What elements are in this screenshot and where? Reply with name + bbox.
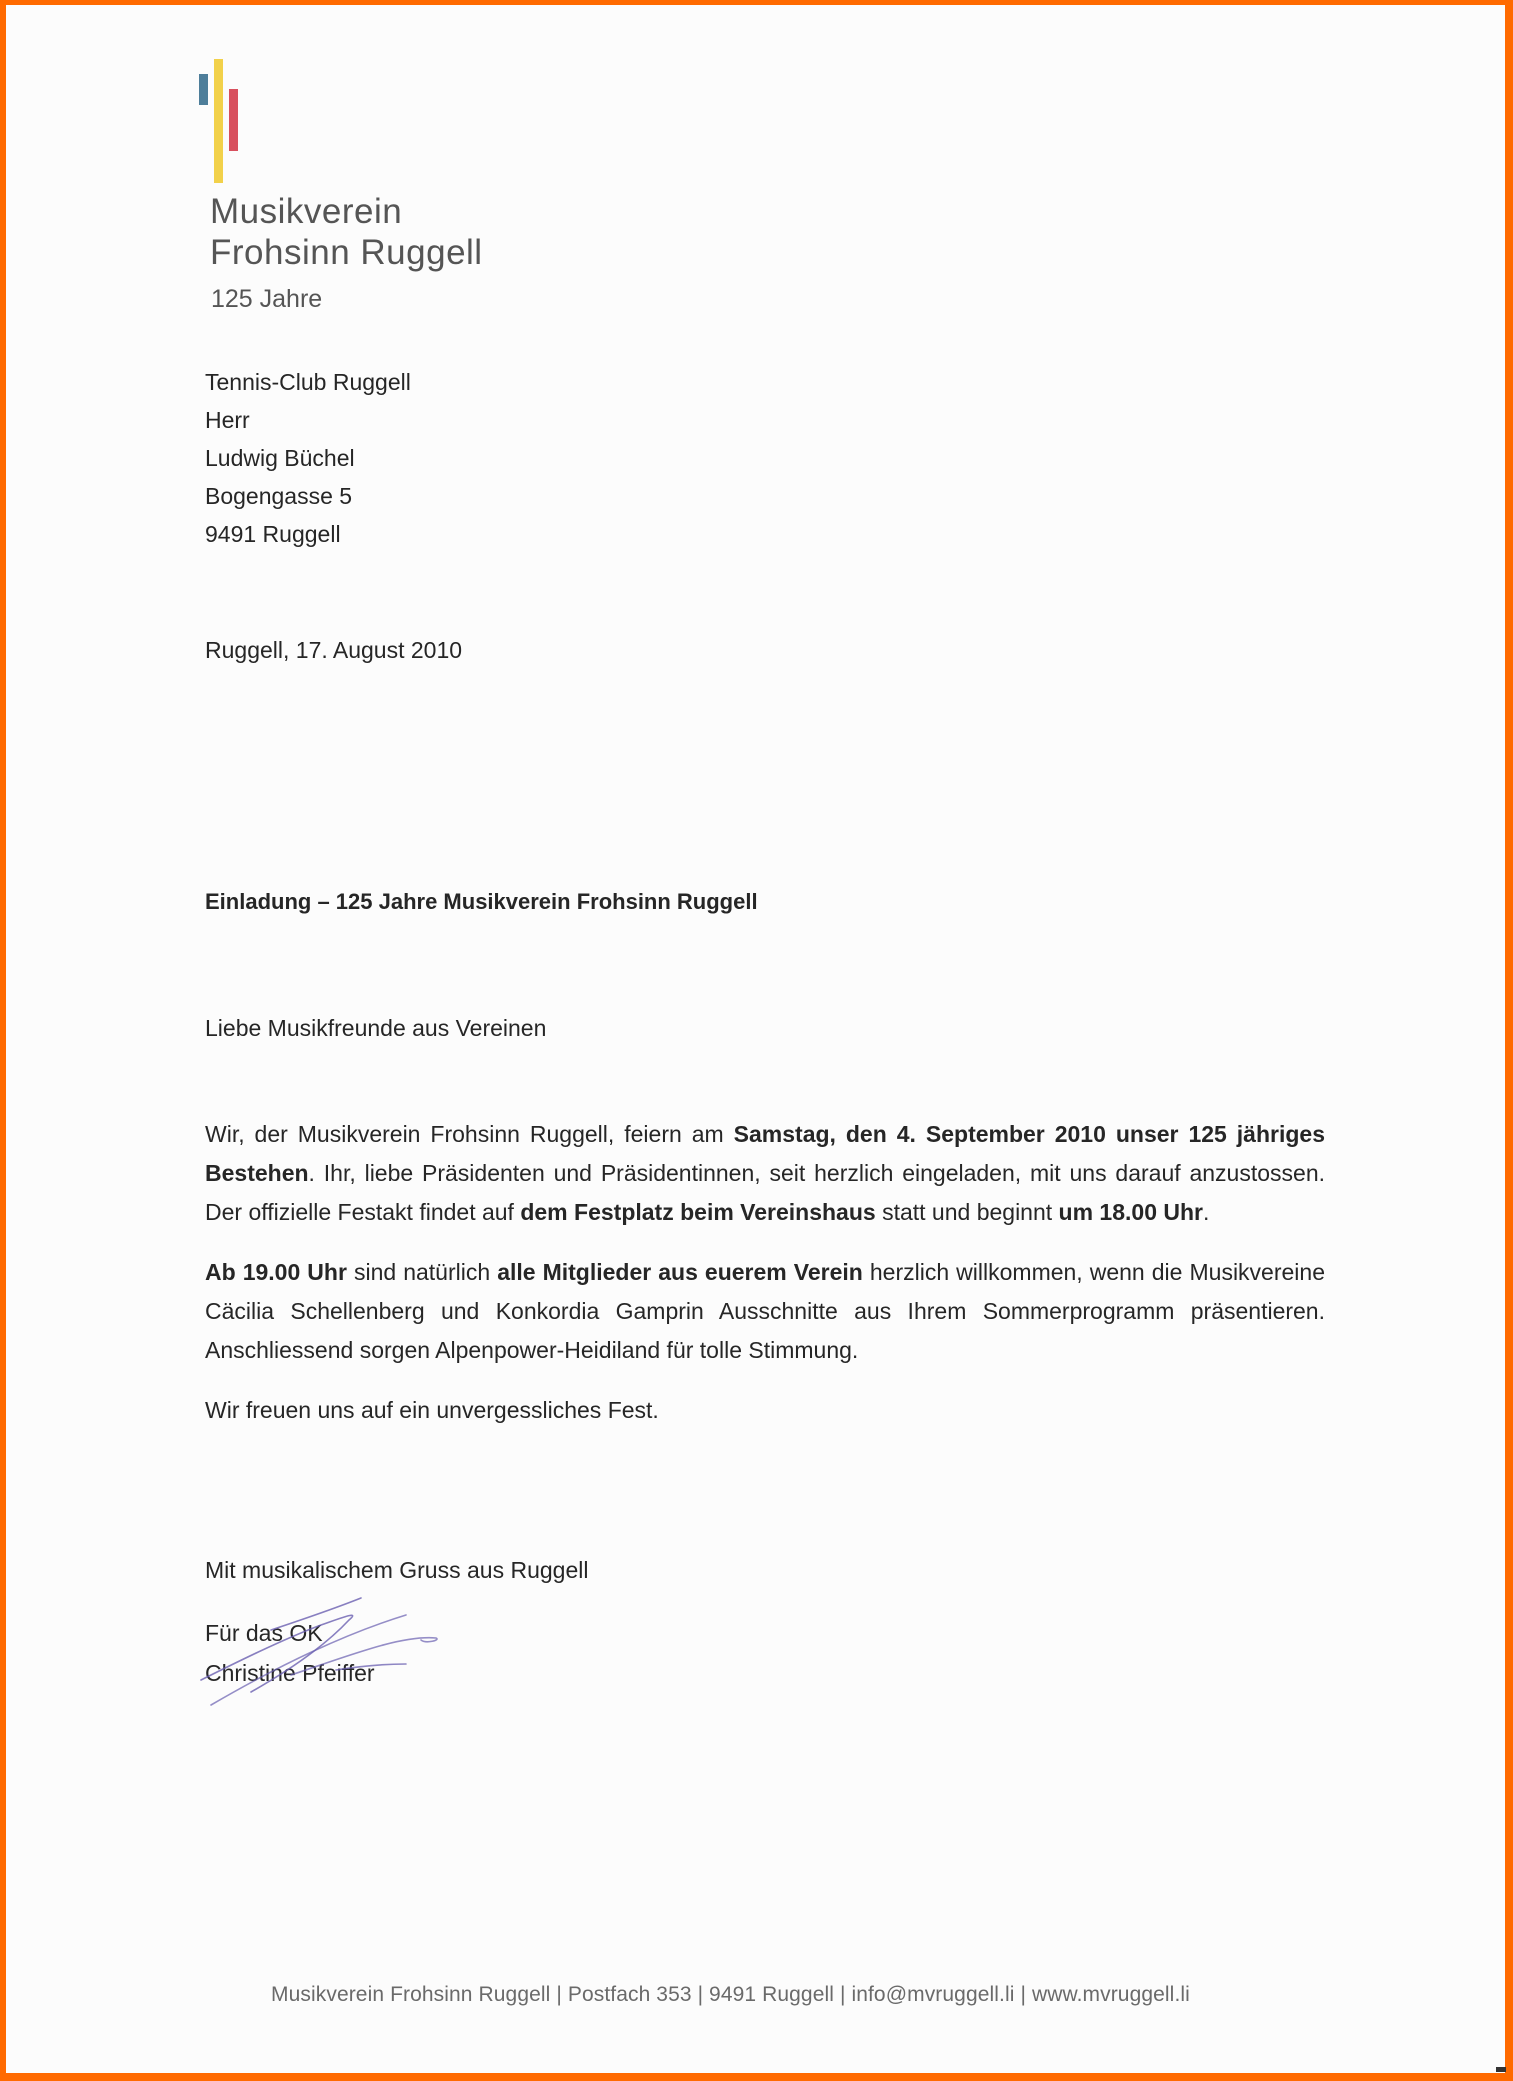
logo-bar-blue xyxy=(199,74,208,105)
text: Wir, der Musikverein Frohsinn Ruggell, feiern am xyxy=(205,1121,734,1147)
body-paragraph-2 xyxy=(205,1253,1325,1370)
salutation: Liebe Musikfreunde aus Vereinen xyxy=(205,1015,547,1041)
body-paragraph-1 xyxy=(205,1115,1325,1232)
bold-text: Ab 19.00 Uhr xyxy=(205,1259,347,1285)
org-name-line2: Frohsinn Ruggell xyxy=(210,233,483,272)
org-name-line1: Musikverein xyxy=(210,192,403,231)
recipient-line: 9491 Ruggell xyxy=(205,521,341,547)
recipient-line: Herr xyxy=(205,407,250,433)
logo-bar-yellow xyxy=(214,59,223,183)
text: statt und beginnt xyxy=(875,1199,1059,1225)
bold-text: um 18.00 Uhr xyxy=(1058,1199,1203,1225)
letter-page xyxy=(6,5,1505,2073)
text: . xyxy=(1203,1199,1210,1225)
recipient-line: Ludwig Büchel xyxy=(205,445,355,471)
bold-text: dem Festplatz beim Vereinshaus xyxy=(520,1199,876,1225)
letter-footer: Musikverein Frohsinn Ruggell | Postfach 353 | 9491 Ruggell | info@mvruggell.li | www.mvruggell.li xyxy=(271,1983,1190,2006)
bold-text: alle Mitglieder aus euerem Verein xyxy=(497,1259,863,1285)
letter-date: Ruggell, 17. August 2010 xyxy=(205,637,463,663)
logo-bar-red xyxy=(229,89,238,151)
recipient-address xyxy=(205,363,411,553)
bold-text: Samstag, den 4. September 2010 unser 125 jähriges Bestehen xyxy=(205,1121,1325,1186)
letter-subject: Einladung – 125 Jahre Musikverein Frohsinn Ruggell xyxy=(205,889,758,914)
handwritten-signature-icon xyxy=(191,1580,491,1710)
text: . Ihr, liebe Präsidenten und Präsidentinnen, seit herzlich eingeladen, mit uns darauf anzustossen. Der offizielle Festakt findet auf xyxy=(205,1160,1325,1225)
logo-icon xyxy=(196,57,256,187)
signer-name: Christine Pfeiffer xyxy=(205,1660,375,1686)
organization-name xyxy=(210,191,483,273)
closing-line: Mit musikalischem Gruss aus Ruggell xyxy=(205,1557,589,1583)
scan-mark xyxy=(1496,2067,1506,2072)
recipient-line: Bogengasse 5 xyxy=(205,483,353,509)
body-paragraph-3: Wir freuen uns auf ein unvergessliches Fest. xyxy=(205,1397,659,1423)
letter-body xyxy=(205,1115,1325,1451)
organization-anniversary: 125 Jahre xyxy=(211,285,323,313)
text: sind natürlich xyxy=(346,1259,498,1285)
text: herzlich willkommen, wenn die Musikvereine Cäcilia Schellenberg und Konkordia Gamprin Ausschnitte aus Ihrem Sommerprogramm präsentieren. Anschliessend sorgen Alpenpower-Heidiland für tolle Stimmung. xyxy=(205,1259,1325,1363)
recipient-line: Tennis-Club Ruggell xyxy=(205,369,411,395)
signature-for-label: Für das OK xyxy=(205,1620,323,1646)
